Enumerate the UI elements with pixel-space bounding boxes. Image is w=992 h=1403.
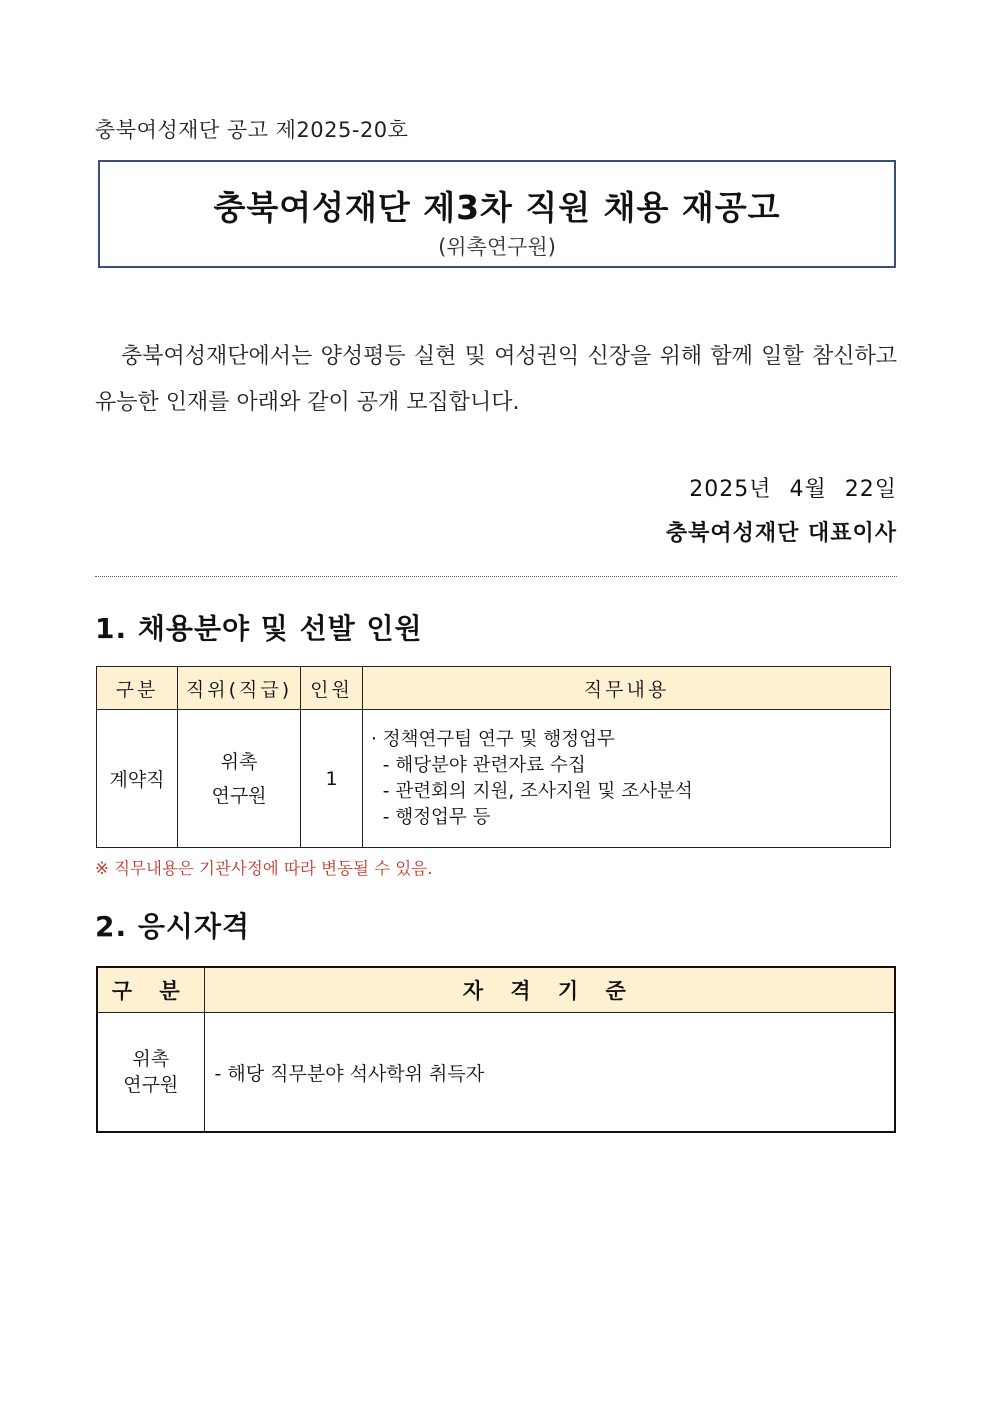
duty-item: - 해당분야 관련자료 수집	[371, 754, 586, 776]
cell-position	[178, 710, 301, 848]
intro-text: 충북여성재단에서는 양성평등 실현 및 여성권익 신장을 위해 함께 일할 참신하고 유능한 인재를 아래와 같이 공개 모집합니다.	[95, 344, 897, 415]
intro-paragraph	[95, 334, 897, 426]
table-header-row	[97, 967, 895, 1013]
position-line2: 연구원	[211, 784, 267, 807]
position-line1: 위촉	[220, 750, 258, 773]
notice-number: 충북여성재단 공고 제2025-20호	[95, 118, 409, 142]
title-box	[98, 160, 896, 268]
header-category: 구 분	[97, 967, 204, 1013]
duty-item: - 행정업무 등	[371, 806, 491, 828]
table-row	[97, 1013, 895, 1133]
header-criteria: 자 격 기 준	[204, 967, 895, 1013]
header-type: 구분	[97, 667, 178, 710]
qualifications-table	[96, 966, 896, 1133]
duty-item: - 관련회의 지원, 조사지원 및 조사분석	[371, 780, 693, 802]
cell-criteria: - 해당 직무분야 석사학위 취득자	[204, 1013, 895, 1133]
duties-note: ※ 직무내용은 기관사정에 따라 변동될 수 있음.	[95, 859, 433, 878]
issuer-name: 충북여성재단 대표이사	[665, 521, 897, 546]
table-header-row	[97, 667, 891, 710]
duty-item: · 정책연구팀 연구 및 행정업무	[371, 728, 615, 750]
notice-date: 2025년 4월 22일	[689, 477, 897, 502]
document-title: 충북여성재단 제3차 직원 채용 재공고	[213, 188, 781, 227]
cell-count: 1	[301, 710, 363, 848]
dotted-divider	[95, 576, 897, 577]
positions-table	[96, 666, 891, 848]
cell-category	[97, 1013, 204, 1133]
header-duties: 직무내용	[363, 667, 891, 710]
category-line1: 위촉	[132, 1048, 170, 1070]
header-position: 직위(직급)	[178, 667, 301, 710]
section1-heading: 1. 채용분야 및 선발 인원	[95, 612, 423, 645]
document-subtitle: (위촉연구원)	[438, 235, 556, 259]
section2-heading: 2. 응시자격	[95, 910, 251, 943]
table-row	[97, 710, 891, 848]
cell-duties	[363, 710, 891, 848]
cell-type: 계약직	[97, 710, 178, 848]
category-line2: 연구원	[123, 1074, 179, 1096]
header-count: 인원	[301, 667, 363, 710]
